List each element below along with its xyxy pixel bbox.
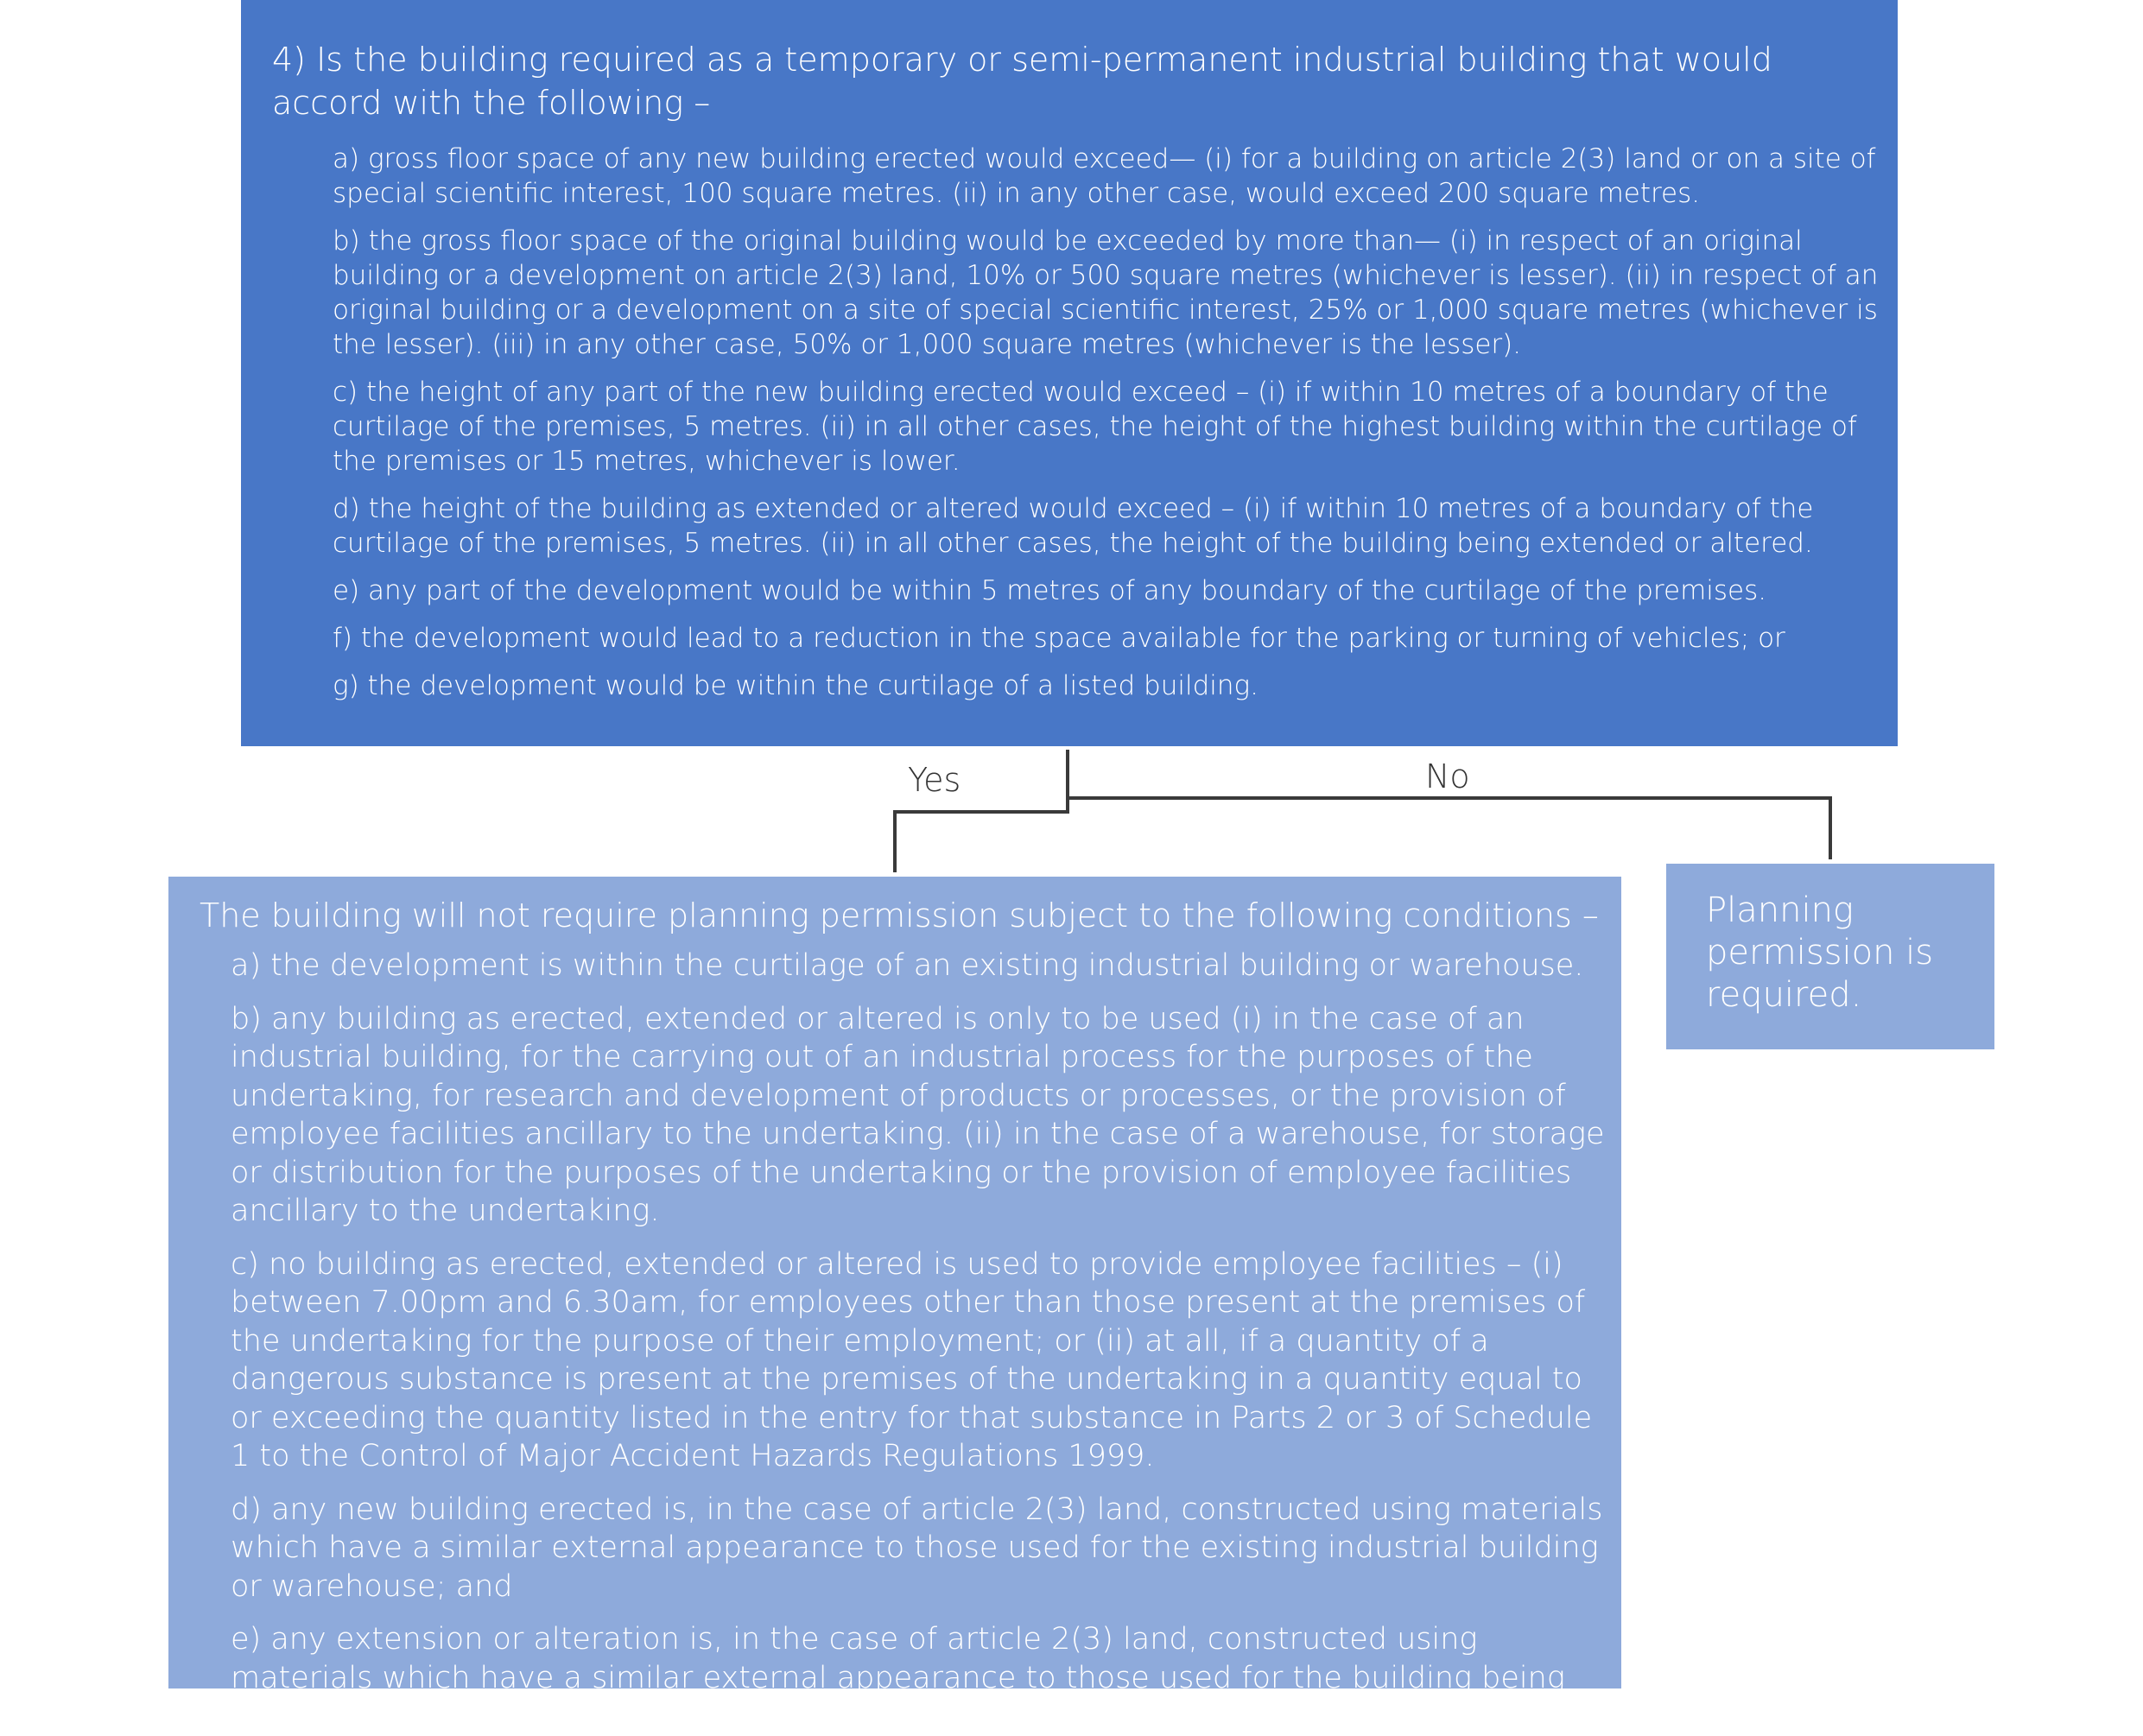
connector-yes-branch — [895, 812, 1068, 872]
outcome-no-text: Planning permission is required. — [1706, 890, 1934, 1015]
outcome-condition-d: d) any new building erected is, in the case of article 2(3) land, constructed using materials which have a similar external appearance to those used for the existing industrial building or warehouse; and — [231, 1492, 1603, 1604]
outcome-yes-node — [168, 877, 1621, 1733]
question-criteria-list — [272, 142, 1889, 703]
question-criterion-b: b) the gross floor space of the original building would be exceeded by more than— (i) in respect of an original building or a development on article 2(3) land, 10% or 500 square metres (whichever is lesser). (ii) in respect of an original building or a development on a site of special scientific interest, 25% or 1,000 square metres (whichever is the lesser). (iii) in any other case, 50% or 1,000 square metres (whichever is the lesser). — [333, 225, 1879, 360]
question-node — [241, 0, 1898, 746]
outcome-condition-c: c) no building as erected, extended or altered is used to provide employee facilities – (i) between 7.00pm and 6.30am, for employees other than those present at the premises of the undertaking for the purpose of their employment; or (ii) at all, if a quantity of a dangerous substance is present at the premises of the undertaking in a quantity equal to or exceeding the quantity listed in the entry for that substance in Parts 2 or 3 of Schedule 1 to the Control of Major Accident Hazards Regulations 1999. — [231, 1246, 1593, 1473]
outcome-yes-conditions-list — [200, 947, 1614, 1736]
edge-label-no: No — [1425, 757, 1470, 795]
question-criterion-g: g) the development would be within the curtilage of a listed building. — [333, 670, 1259, 701]
outcome-condition-a: a) the development is within the curtilage of an existing industrial building or warehouse. — [231, 948, 1584, 983]
question-criterion-a: a) gross floor space of any new building erected would exceed— (i) for a building on article 2(3) land or on a site of special scientific interest, 100 square metres. (ii) in any other case, would exceed 200 square metres. — [333, 143, 1876, 209]
outcome-condition-e: e) any extension or alteration is, in the case of article 2(3) land, constructed using materials which have a similar external appearance to those used for the building being extended or altered. — [231, 1622, 1565, 1733]
outcome-yes-title: The building will not require planning permission subject to the following conditions – — [200, 897, 1599, 935]
question-criterion-d: d) the height of the building as extended or altered would exceed – (i) if within 10 metres of a boundary of the curtilage of the premises, 5 metres. (ii) in all other cases, the height of the building being extended or altered. — [333, 493, 1814, 559]
outcome-condition-b: b) any building as erected, extended or altered is only to be used (i) in the case of an industrial building, for the carrying out of an industrial process for the purposes of the undertaking, for research and development of products or processes, or the provision of employee facilities ancillary to the undertaking. (ii) in the case of a warehouse, for storage or distribution for the purposes of the undertaking or the provision of employee facilities ancillary to the undertaking. — [231, 1001, 1605, 1228]
question-criterion-f: f) the development would lead to a reduction in the space available for the parking or turning of vehicles; or — [333, 623, 1785, 654]
connector-no-branch — [1068, 798, 1830, 859]
outcome-no-node — [1666, 864, 1994, 1049]
question-criterion-c: c) the height of any part of the new building erected would exceed – (i) if within 10 metres of a boundary of the curtilage of the premises, 5 metres. (ii) in all other cases, the height of the highest building within the curtilage of the premises or 15 metres, whichever is lower. — [333, 377, 1857, 477]
question-title: 4) Is the building required as a temporary or semi-permanent industrial building that would accord with the following – — [272, 41, 1772, 122]
question-criterion-e: e) any part of the development would be within 5 metres of any boundary of the curtilage of the premises. — [333, 575, 1767, 606]
edge-label-yes: Yes — [908, 761, 961, 799]
